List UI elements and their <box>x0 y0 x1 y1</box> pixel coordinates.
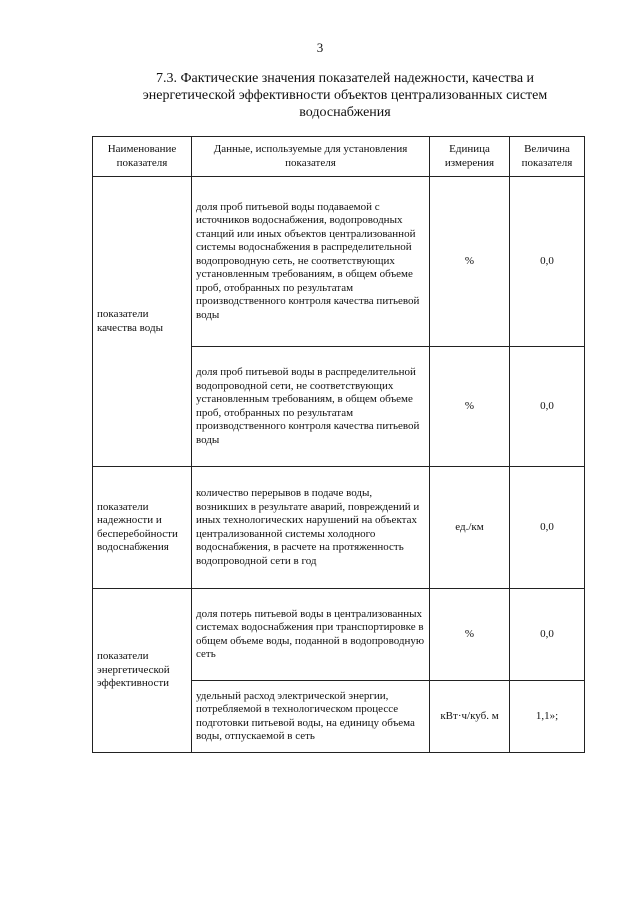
row-unit: кВт·ч/куб. м <box>430 681 510 753</box>
row-description: удельный расход электрической энергии, потребляемой в технологическом процессе подготовки питьевой воды, на единицу объема воды, отпускаемой в сеть <box>192 681 430 753</box>
indicators-table <box>92 136 585 753</box>
header-row <box>93 137 585 177</box>
table-row <box>93 177 585 347</box>
header-value: Величина показателя <box>510 137 585 177</box>
row-unit: % <box>430 177 510 347</box>
section-title: 7.3. Фактические значения показателей надежности, качества и энергетической эффективности объектов централизованных систем водоснабжения <box>142 71 548 120</box>
row-description: доля проб питьевой воды подаваемой с источников водоснабжения, водопроводных станций или иных объектов централизованной системы водоснабжения в распределительной водопроводную сеть, не соответствующих установленным требованиям, в общем объеме проб, отобранных по результатам производственного контроля качества питьевой воды <box>192 177 430 347</box>
row-value: 0,0 <box>510 177 585 347</box>
group-name-water-quality: показатели качества воды <box>93 177 192 467</box>
row-value: 0,0 <box>510 467 585 589</box>
row-value: 1,1»; <box>510 681 585 753</box>
group-name-energy-efficiency: показатели энергетической эффективности <box>93 589 192 753</box>
row-description: доля проб питьевой воды в распределительной водопроводной сети, не соответствующих установленным требованиям, в общем объеме проб, отобранных по результатам производственного контроля качества питьевой воды <box>192 347 430 467</box>
row-description: количество перерывов в подаче воды, возникших в результате аварий, повреждений и иных технологических нарушений на объектах централизованной системы холодного водоснабжения, в расчете на протяженность водопроводной сети в год <box>192 467 430 589</box>
row-unit: ед./км <box>430 467 510 589</box>
table-row <box>93 467 585 589</box>
row-unit: % <box>430 589 510 681</box>
row-value: 0,0 <box>510 347 585 467</box>
header-indicator-name: Наименование показателя <box>93 137 192 177</box>
header-source-data: Данные, используемые для установления показателя <box>192 137 430 177</box>
table-row <box>93 589 585 681</box>
group-name-reliability: показатели надежности и бесперебойности водоснабжения <box>93 467 192 589</box>
row-description: доля потерь питьевой воды в централизованных системах водоснабжения при транспортировке в общем объеме воды, поданной в водопроводную сеть <box>192 589 430 681</box>
row-unit: % <box>430 347 510 467</box>
page-number: 3 <box>316 40 324 55</box>
row-value: 0,0 <box>510 589 585 681</box>
header-unit: Единица измерения <box>430 137 510 177</box>
